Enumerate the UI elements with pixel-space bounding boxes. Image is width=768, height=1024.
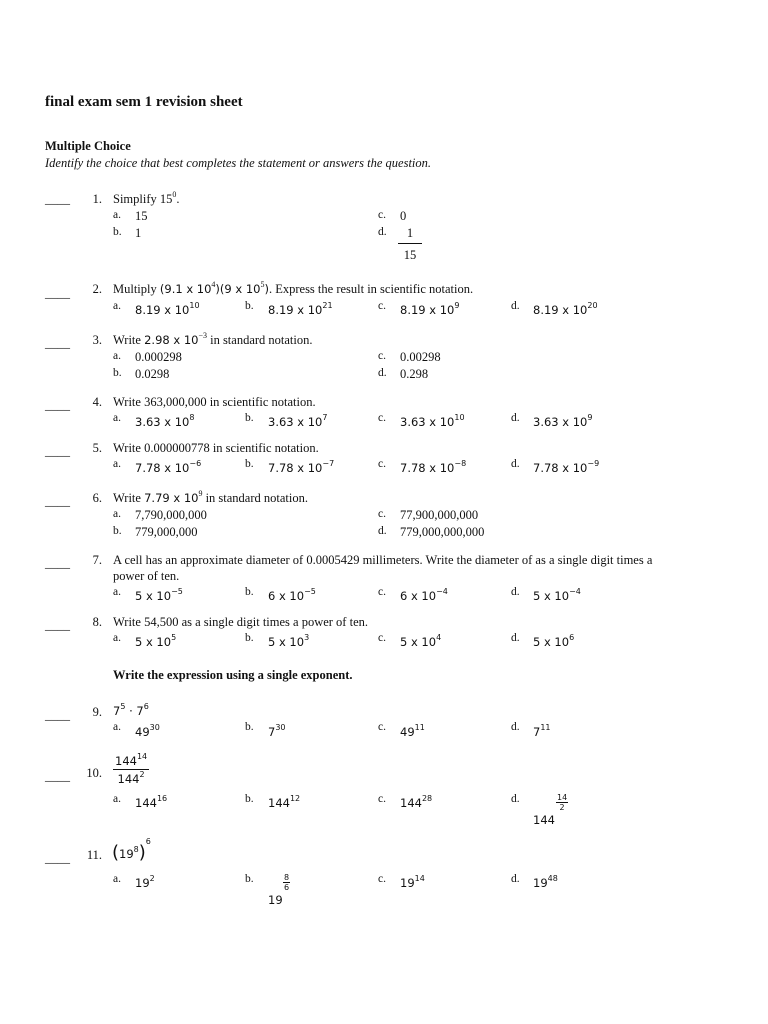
question-stem-line1: A cell has an approximate diameter of 0.0005429 millimeters. Write the diameter of as a single digit times a bbox=[113, 553, 653, 567]
choice-label-c: c. bbox=[378, 721, 386, 733]
choice-d[interactable]: 5 x $10^6$ bbox=[533, 633, 575, 649]
answer-blank[interactable]: ____ bbox=[45, 192, 70, 206]
choice-a[interactable]: 7,790,000,000 bbox=[135, 508, 207, 522]
choice-label-b: b. bbox=[245, 632, 254, 644]
section-heading: Multiple Choice bbox=[45, 139, 131, 153]
fraction-numerator: 1 bbox=[398, 226, 422, 244]
choice-d[interactable]: 779,000,000,000 bbox=[400, 525, 485, 539]
choice-b[interactable]: 8.19 x $10^{21}$ bbox=[268, 301, 333, 317]
choice-label-c: c. bbox=[378, 508, 386, 520]
choice-label-a: a. bbox=[113, 508, 121, 520]
question-expression: $(19^8)^6$ bbox=[112, 837, 151, 863]
choice-c[interactable]: 7.78 x $10^{-8}$ bbox=[400, 459, 467, 475]
choice-c[interactable]: $144^{28}$ bbox=[400, 794, 433, 810]
choice-label-d: d. bbox=[511, 632, 520, 644]
choice-b[interactable]: 0.0298 bbox=[135, 367, 170, 381]
instructions: Identify the choice that best completes the statement or answers the question. bbox=[45, 156, 432, 170]
choice-c[interactable]: 77,900,000,000 bbox=[400, 508, 479, 522]
choice-label-c: c. bbox=[378, 300, 386, 312]
choice-label-c: c. bbox=[378, 873, 386, 885]
choice-label-b: b. bbox=[113, 226, 122, 238]
choice-d-exponent-fraction bbox=[556, 793, 568, 812]
question-number: 2. bbox=[92, 282, 102, 296]
subsection-heading: Write the expression using a single exponent. bbox=[113, 668, 353, 682]
fraction-numerator: $144^{14}$ bbox=[115, 752, 148, 768]
choice-label-d: d. bbox=[511, 412, 520, 424]
choice-a[interactable]: 5 x $10^5$ bbox=[135, 633, 177, 649]
choice-label-c: c. bbox=[378, 412, 386, 424]
choice-label-d: d. bbox=[378, 367, 387, 379]
choice-label-b: b. bbox=[113, 525, 122, 537]
choice-b[interactable]: 5 x $10^3$ bbox=[268, 633, 310, 649]
choice-a[interactable]: $144^{16}$ bbox=[135, 794, 168, 810]
choice-c[interactable]: 8.19 x $10^9$ bbox=[400, 301, 460, 317]
choice-d[interactable]: $19^{48}$ bbox=[533, 874, 558, 890]
choice-b-base[interactable]: 19 bbox=[268, 893, 283, 907]
choice-label-b: b. bbox=[245, 793, 254, 805]
question-stem: Write 0.000000778 in scientific notation. bbox=[113, 441, 319, 455]
choice-label-a: a. bbox=[113, 209, 121, 221]
choice-label-d: d. bbox=[511, 586, 520, 598]
choice-a[interactable]: 5 x $10^{-5}$ bbox=[135, 587, 183, 603]
choice-b[interactable]: $144^{12}$ bbox=[268, 794, 301, 810]
answer-blank[interactable]: ____ bbox=[45, 494, 70, 508]
question-number: 4. bbox=[92, 395, 102, 409]
question-number: 8. bbox=[92, 615, 102, 629]
choice-d[interactable]: 0.298 bbox=[400, 367, 429, 381]
choice-label-a: a. bbox=[113, 632, 121, 644]
answer-blank[interactable]: ____ bbox=[45, 398, 70, 412]
choice-d[interactable]: 7.78 x $10^{-9}$ bbox=[533, 459, 600, 475]
choice-label-d: d. bbox=[378, 525, 387, 537]
choice-label-b: b. bbox=[245, 873, 254, 885]
question-fraction bbox=[113, 754, 149, 786]
choice-label-a: a. bbox=[113, 586, 121, 598]
choice-a[interactable]: $49^{30}$ bbox=[135, 723, 160, 739]
choice-d[interactable]: $7^{11}$ bbox=[533, 723, 551, 739]
choice-d[interactable] bbox=[398, 226, 422, 263]
choice-b-exponent-fraction bbox=[283, 873, 290, 892]
answer-blank[interactable]: ____ bbox=[45, 618, 70, 632]
choice-d[interactable]: 8.19 x $10^{20}$ bbox=[533, 301, 598, 317]
question-stem: Write 54,500 as a single digit times a power of ten. bbox=[113, 615, 368, 629]
choice-label-a: a. bbox=[113, 458, 121, 470]
question-stem: Simplify $15^0$. bbox=[113, 190, 180, 206]
choice-label-b: b. bbox=[245, 458, 254, 470]
choice-c[interactable]: 0.00298 bbox=[400, 350, 441, 364]
fraction-denominator: $144^2$ bbox=[117, 770, 145, 786]
choice-c[interactable]: 5 x $10^4$ bbox=[400, 633, 442, 649]
answer-blank[interactable]: ____ bbox=[45, 444, 70, 458]
answer-blank[interactable]: ____ bbox=[45, 851, 70, 865]
question-number: 5. bbox=[92, 441, 102, 455]
choice-label-d: d. bbox=[511, 458, 520, 470]
choice-label-d: d. bbox=[511, 793, 520, 805]
choice-label-a: a. bbox=[113, 412, 121, 424]
choice-label-b: b. bbox=[245, 586, 254, 598]
choice-b[interactable]: 1 bbox=[135, 226, 142, 240]
question-stem-line2: power of ten. bbox=[113, 569, 180, 583]
exponent-numerator: 14 bbox=[557, 793, 568, 802]
exponent-numerator: 8 bbox=[284, 873, 290, 882]
choice-a[interactable]: 3.63 x $10^8$ bbox=[135, 413, 195, 429]
choice-label-b: b. bbox=[245, 412, 254, 424]
choice-a[interactable]: 0.000298 bbox=[135, 350, 182, 364]
choice-label-a: a. bbox=[113, 873, 121, 885]
choice-label-c: c. bbox=[378, 586, 386, 598]
choice-label-a: a. bbox=[113, 721, 121, 733]
choice-label-d: d. bbox=[511, 873, 520, 885]
choice-d[interactable]: 3.63 x $10^9$ bbox=[533, 413, 593, 429]
choice-label-c: c. bbox=[378, 632, 386, 644]
choice-d-base[interactable]: 144 bbox=[533, 813, 555, 827]
question-stem: Write 7.79 x $10^9$ in standard notation. bbox=[113, 489, 308, 505]
left-paren-icon: ( bbox=[112, 842, 120, 863]
question-stem: Write 2.98 x $10^{-3}$ in standard notation. bbox=[113, 331, 313, 347]
choice-label-c: c. bbox=[378, 458, 386, 470]
right-paren-icon: ) bbox=[138, 842, 146, 863]
choice-d[interactable]: 5 x $10^{-4}$ bbox=[533, 587, 581, 603]
choice-a[interactable]: 7.78 x $10^{-6}$ bbox=[135, 459, 202, 475]
choice-label-d: d. bbox=[511, 300, 520, 312]
choice-b[interactable]: 7.78 x $10^{-7}$ bbox=[268, 459, 335, 475]
choice-b[interactable]: 779,000,000 bbox=[135, 525, 198, 539]
question-number: 7. bbox=[92, 553, 102, 567]
answer-blank[interactable]: ____ bbox=[45, 556, 70, 570]
choice-c[interactable]: 3.63 x $10^{10}$ bbox=[400, 413, 465, 429]
choice-label-d: d. bbox=[511, 721, 520, 733]
question-number: 10. bbox=[86, 766, 102, 780]
fraction-denominator: 15 bbox=[403, 248, 417, 262]
question-stem: Multiply (9.1 x $10^4)(9$ x $10^5$). Express the result in scientific notation. bbox=[113, 280, 474, 296]
question-number: 6. bbox=[92, 491, 102, 505]
choice-c[interactable]: $49^{11}$ bbox=[400, 723, 425, 739]
question-number: 11. bbox=[86, 848, 102, 862]
choice-label-b: b. bbox=[245, 721, 254, 733]
question-number: 1. bbox=[92, 192, 102, 206]
choice-b[interactable]: 6 x $10^{-5}$ bbox=[268, 587, 316, 603]
choice-b[interactable]: 3.63 x $10^7$ bbox=[268, 413, 328, 429]
answer-blank[interactable]: ____ bbox=[45, 336, 70, 350]
choice-label-a: a. bbox=[113, 300, 121, 312]
answer-blank[interactable]: ____ bbox=[45, 286, 70, 300]
choice-c[interactable]: 0 bbox=[400, 209, 407, 223]
choice-a[interactable]: 15 bbox=[135, 209, 148, 223]
choice-label-c: c. bbox=[378, 793, 386, 805]
choice-label-a: a. bbox=[113, 793, 121, 805]
exponent-denominator: 2 bbox=[559, 803, 565, 812]
choice-label-a: a. bbox=[113, 350, 121, 362]
choice-label-d: d. bbox=[378, 226, 387, 238]
exponent-denominator: 6 bbox=[284, 883, 290, 892]
choice-a[interactable]: $19^2$ bbox=[135, 874, 155, 890]
question-expression: $7^5 \cdot 7^6$ bbox=[113, 702, 149, 718]
choice-c[interactable]: 6 x $10^{-4}$ bbox=[400, 587, 448, 603]
question-number: 3. bbox=[92, 333, 102, 347]
choice-label-b: b. bbox=[113, 367, 122, 379]
page-title: final exam sem 1 revision sheet bbox=[45, 94, 243, 110]
choice-b[interactable]: $7^{30}$ bbox=[268, 723, 286, 739]
answer-blank[interactable]: ____ bbox=[45, 708, 70, 722]
choice-label-b: b. bbox=[245, 300, 254, 312]
question-number: 9. bbox=[92, 705, 102, 719]
answer-blank[interactable]: ____ bbox=[45, 769, 70, 783]
choice-c[interactable]: $19^{14}$ bbox=[400, 874, 425, 890]
question-stem: Write 363,000,000 in scientific notation. bbox=[113, 395, 316, 409]
choice-a[interactable]: 8.19 x $10^{10}$ bbox=[135, 301, 200, 317]
choice-label-c: c. bbox=[378, 350, 386, 362]
choice-label-c: c. bbox=[378, 209, 386, 221]
